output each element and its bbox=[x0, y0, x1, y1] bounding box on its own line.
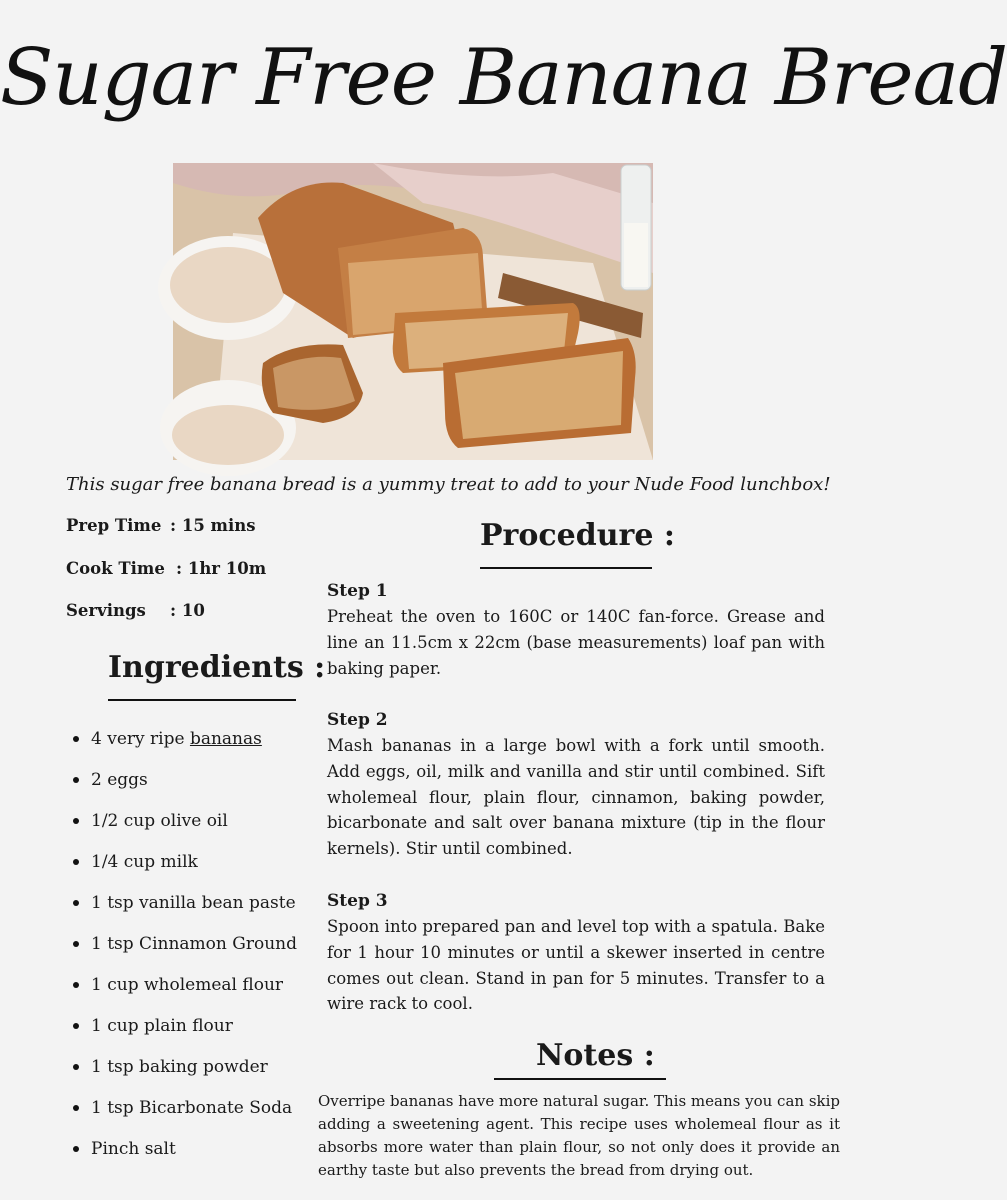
bullet-icon bbox=[73, 1064, 79, 1070]
step-3-text: Spoon into prepared pan and level top with a spatula. Bake for 1 hour 10 minutes or until a skewer inserted in centre comes out clean. Stand in pan for 5 minutes. Transfer to a wire rack to cool. bbox=[327, 917, 825, 1014]
step-1-text: Preheat the oven to 160C or 140C fan-force. Grease and line an 11.5cm x 22cm (base measurements) loaf pan with baking paper. bbox=[327, 607, 825, 678]
list-item: 4 very ripe bananas bbox=[66, 725, 316, 766]
list-item: 1 cup plain flour bbox=[66, 1012, 316, 1053]
cook-time-label: Cook Time bbox=[66, 559, 165, 578]
notes-text: Overripe bananas have more natural sugar. This means you can skip adding a sweetening agent. This recipe uses wholemeal flour as it absorbs more water than plain flour, so not only does it provide an earthy taste but also prevents the bread from drying out. bbox=[318, 1092, 840, 1179]
bullet-icon bbox=[73, 982, 79, 988]
notes-heading: Notes : bbox=[536, 1038, 655, 1073]
cook-time bbox=[66, 558, 326, 580]
bullet-icon bbox=[73, 736, 79, 742]
bullet-icon bbox=[73, 900, 79, 906]
bananas-link[interactable]: bananas bbox=[189, 729, 262, 749]
banana-bread-photo bbox=[173, 163, 653, 460]
servings-value: : 10 bbox=[170, 601, 205, 620]
list-item: 1/4 cup milk bbox=[66, 848, 316, 889]
list-item: 1/2 cup olive oil bbox=[66, 807, 316, 848]
list-item: 1 tsp Bicarbonate Soda bbox=[66, 1094, 316, 1135]
recipe-title: Sugar Free Banana Bread bbox=[0, 33, 1007, 123]
notes-rule bbox=[494, 1078, 666, 1080]
step-2-title: Step 2 bbox=[327, 710, 388, 730]
bullet-icon bbox=[73, 1146, 79, 1152]
step-2-text: Mash bananas in a large bowl with a fork until smooth. Add eggs, oil, milk and vanilla and stir until combined. Sift wholemeal flour, plain flour, cinnamon, baking powder, bicarbonate and salt over banana mixture (tip in the flour kernels). Stir until combined. bbox=[327, 736, 825, 859]
bullet-icon bbox=[73, 818, 79, 824]
prep-time-label: Prep Time bbox=[66, 516, 162, 535]
ingredients-heading: Ingredients : bbox=[108, 650, 326, 685]
step-1-title: Step 1 bbox=[327, 581, 388, 601]
step-2 bbox=[327, 707, 825, 862]
procedure-heading: Procedure : bbox=[480, 518, 675, 553]
ingredients-rule bbox=[108, 699, 296, 701]
step-3-title: Step 3 bbox=[327, 891, 388, 911]
ingredients-list bbox=[66, 725, 316, 1176]
bullet-icon bbox=[73, 1023, 79, 1029]
step-3 bbox=[327, 888, 825, 1017]
step-1 bbox=[327, 578, 825, 681]
procedure-rule bbox=[480, 567, 652, 569]
bullet-icon bbox=[73, 777, 79, 783]
list-item: 1 tsp Cinnamon Ground bbox=[66, 930, 316, 971]
prep-time-value: : 15 mins bbox=[170, 516, 256, 535]
prep-time bbox=[66, 515, 326, 537]
list-item: 2 eggs bbox=[66, 766, 316, 807]
servings bbox=[66, 600, 326, 622]
list-item: Pinch salt bbox=[66, 1135, 316, 1176]
cook-time-value: : 1hr 10m bbox=[176, 559, 267, 578]
bullet-icon bbox=[73, 1105, 79, 1111]
list-item: 1 tsp baking powder bbox=[66, 1053, 316, 1094]
bullet-icon bbox=[73, 859, 79, 865]
list-item: 1 tsp vanilla bean paste bbox=[66, 889, 316, 930]
list-item: 1 cup wholemeal flour bbox=[66, 971, 316, 1012]
intro-text: This sugar free banana bread is a yummy treat to add to your Nude Food lunchbox! bbox=[66, 474, 831, 495]
bullet-icon bbox=[73, 941, 79, 947]
servings-label: Servings bbox=[66, 601, 146, 620]
